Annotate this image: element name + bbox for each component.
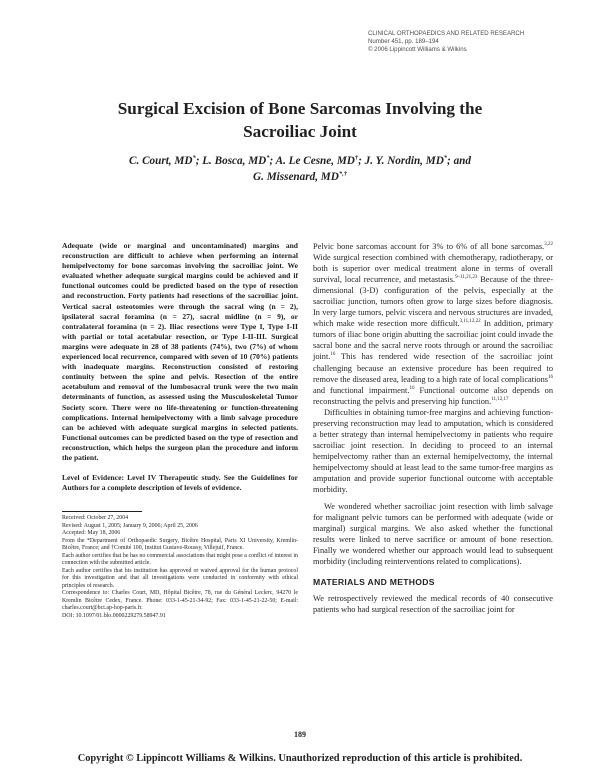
author-name: G. Missenard, MD [253, 170, 339, 183]
title-line-1: Surgical Excision of Bone Sarcomas Involving the [117, 99, 483, 118]
author-affiliation: † [354, 154, 359, 162]
footnote-divider [62, 511, 142, 512]
affiliations-note: From the *Department of Orthopaedic Surgery, Bicêtre Hospital, Paris XI University, Kremlin-Bicêtre, France; and †Comité 100, Institut Gustave-Roussy, Villejuif, France. [62, 537, 298, 552]
page-number: 189 [294, 730, 306, 739]
citation: 3,11,12,22 [459, 319, 481, 325]
citation: 16 [409, 385, 415, 391]
author-affiliation: * [266, 154, 270, 162]
author-name: A. Le Cesne, MD [275, 155, 355, 167]
methods-paragraph: We retrospectively reviewed the medical records of 40 consecutive patients who had surgical resection of the sacroiliac joint for [313, 594, 553, 615]
abstract: Adequate (wide or marginal and uncontaminated) margins and reconstruction are difficult to achieve when performing an internal hemipelvectomy for bone sarcomas involving the sacroiliac joint. We evaluated whether adequate surgical margins could be achieved and if functional outcomes could be predicted based on the type of resection and reconstruction. Forty patients had resections of the sacroiliac joint. Vertical sacral osteotomies were through the sacral wing (n = 2), ipsilateral sacral foramina (n = 27), sacral midline (n = 9), or contralateral foramina (n = 2). Iliac resections were Type I, Type I-II with partial or total acetabular resection, or Type I-II-III. Surgical margins were adequate in 28 of 38 patients (74%), two (7%) of whom experienced local recurrence, compared with seven of 10 (70%) patients with inadequate margins. Reconstruction consisted of restoring continuity between the spine and pelvis. Resection of the entire acetabulum and removal of the lumbosacral trunk were the two main determinants of function, as assessed using the Musculoskeletal Tumor Society score. There were no life-threatening or function-threatening complications. Internal hemipelvectomy with a limb salvage procedure can be achieved with adequate surgical margins in selected patients. Functional outcomes can be predicted based on the type of resection and reconstruction, which helps the surgeon plan the procedure and inform the patient. [62, 241, 298, 462]
doi: DOI: 10.1097/01.blo.0000229279.58947.91 [62, 612, 166, 619]
author-name: C. Court, MD [129, 155, 193, 167]
journal-name: CLINICAL ORTHOPAEDICS AND RELATED RESEARCH [368, 30, 525, 37]
author-affiliation: * [192, 154, 196, 162]
journal-copyright: © 2006 Lippincott Williams & Wilkins [368, 46, 467, 54]
received-date: Received: October 27, 2004 [62, 515, 129, 522]
intro-paragraph: Pelvic bone sarcomas account for 3% to 6% of all bone sarcomas.$^{3,22}$ Wide surgical resection combined with chemotherapy, radiotherapy, or both is superior over medical treatment alone in terms of overall survival, local recurrence, and metastasis.$^{9-11,21,23}$ Because of the three-dimensional (3-D) configuration of the pelvis, especially at the sacroiliac junction, tumors often grow to large sizes before diagnosis. In very large tumors, pelvic viscera and nervous structures are invaded, which make wide resection more difficult.$^{3,11,12,22}$ In addition, primary tumors of iliac bone origin abutting the sacroiliac joint could invade the sacral bone and the sacral nerve roots through or around the sacroiliac joint.$^{16}$ This has rendered wide resection of the sacroiliac joint challenging because an extensive procedure has been required to remove the diseased area, leading to a high rate of local complications$^{16}$ and functional impairment.$^{16}$ Functional outcome also depends on reconstructing the pelvis and preserving hip function.$^{11,12,17}$ [313, 242, 553, 406]
citation: 9–11,21,23 [455, 275, 478, 281]
right-column [313, 241, 553, 615]
citation: 16 [548, 374, 553, 380]
copyright-notice: Copyright © Lippincott Williams & Wilkins. Unauthorized reproduction of this article is prohibited. [77, 753, 523, 764]
level-of-evidence: Level of Evidence: Level IV Therapeutic study. See the Guidelines for Authors for a complete description of levels of evidence. [62, 473, 298, 493]
ethics-statement: Each author certifies that his institution has approved or waived approval for the human protocol for this investigation and that all investigations were conducted in conformity with ethical principles of research. [62, 567, 298, 589]
citation: 3,22 [544, 242, 553, 248]
journal-header [368, 30, 593, 55]
citation: 16 [330, 352, 336, 358]
title-line-2: Sacroiliac Joint [243, 122, 357, 141]
accepted-date: Accepted: May 18, 2006 [62, 530, 121, 537]
section-heading-methods: MATERIALS AND METHODS [313, 577, 435, 588]
journal-issue: Number 451, pp. 189–194 [368, 38, 439, 46]
article-title [30, 97, 570, 143]
author-affiliation: *,† [338, 169, 347, 177]
author-list: C. Court, MD*; L. Bosca, MD*; A. Le Cesne, MD†; J. Y. Nordin, MD*; and G. Missenard, MD*,† [129, 154, 471, 183]
citation: 11,12,17 [491, 396, 509, 402]
revised-dates: Revised: August 1, 2005; January 9, 2006; April 25, 2006 [62, 522, 198, 529]
author-name: J. Y. Nordin, MD [364, 155, 444, 167]
left-column [62, 241, 298, 620]
intro-paragraph: Difficulties in obtaining tumor-free margins and achieving function-preserving reconstruction may lead to amputation, which is considered a better strategy than internal hemipelvectomy in patients who require sacroiliac joint resection. In deciding to proceed to an internal hemipelvectomy rather than an external hemipelvectomy, the internal hemipelvectomy should at least lead to the same tumor-free margins as amputation and provide superior functional outcome with acceptable morbidity. [313, 407, 553, 495]
author-affiliation: * [443, 154, 448, 162]
correspondence: Correspondence to: Charles Court, MD, Hôpital Bicêtre, 78, rue du Général Leclerc, 94270 le Kremlin Bicêtre Cedex, France. Phone: 033-1-45-21-34-92; Fax: 033-1-45-21-22-50; E-mail: charles.court@bct.ap-hop-paris.fr. [62, 590, 298, 612]
footnotes [62, 515, 298, 620]
author-name: L. Bosca, MD [202, 155, 267, 167]
conflict-statement: Each author certifies that he has no commercial associations that might pose a conflict of interest in connection with the submitted article. [62, 552, 298, 567]
intro-paragraph: We wondered whether sacroiliac joint resection with limb salvage for malignant pelvic tumors can be performed with adequate (wide or marginal) surgical margins. We also asked whether the functional results were linked to nerve sacrifice or amount of bone resection. Finally we wondered whether our approach would lead to subsequent morbidity (including reinterventions related to complications). [313, 502, 553, 567]
